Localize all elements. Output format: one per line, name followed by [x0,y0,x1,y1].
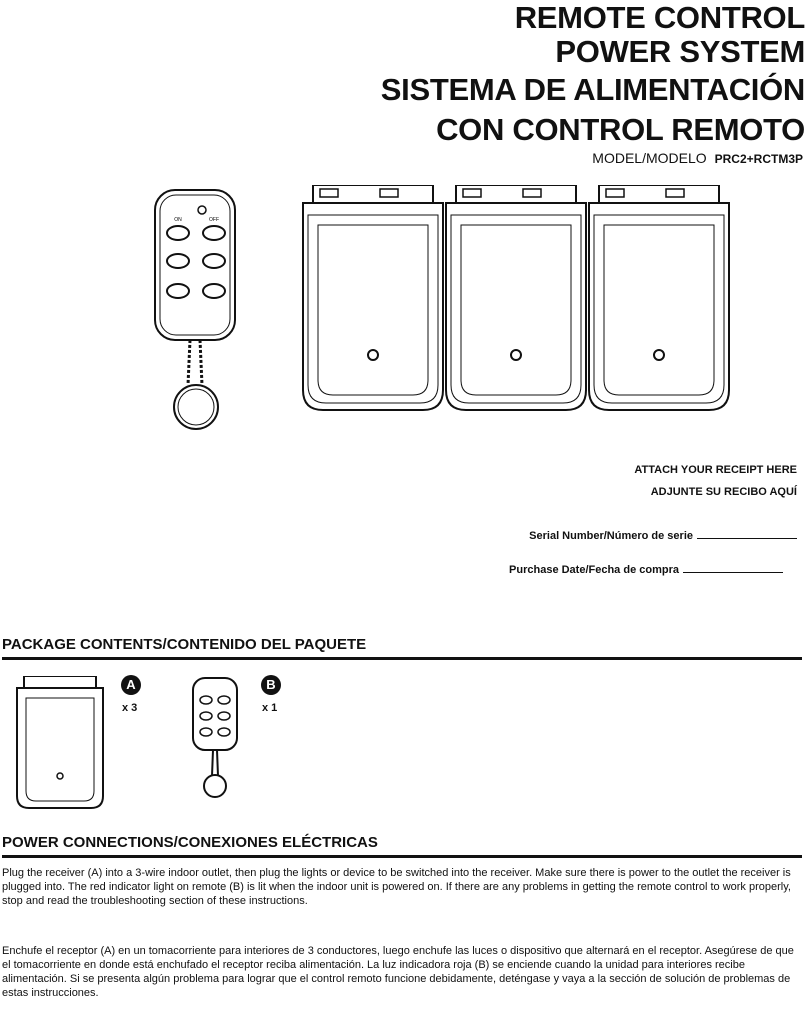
remote-button-3-on [167,284,189,298]
serial-number-field [529,530,797,542]
receiver-unit [303,185,443,410]
serial-line [697,538,797,539]
attach-receipt-es: ADJUNTE SU RECIBO AQUÍ [650,486,797,498]
title-line-3: SISTEMA DE ALIMENTACIÓN [380,72,805,107]
remote-btn-label-on: ON [174,217,182,223]
title-line-2: POWER SYSTEM [555,34,805,69]
remote-button-1-on [167,226,189,240]
serial-label: Serial Number/Número de serie [529,530,693,542]
power-connections-heading: POWER CONNECTIONS/CONEXIONES ELÉCTRICAS [2,834,802,858]
package-contents-heading: PACKAGE CONTENTS/CONTENIDO DEL PAQUETE [2,636,802,660]
remote-item-illustration [190,676,240,801]
attach-receipt-en: ATTACH YOUR RECEIPT HERE [634,464,797,476]
title-line-4: CON CONTROL REMOTO [436,112,805,147]
power-paragraph-en: Plug the receiver (A) into a 3-wire indoor outlet, then plug the lights or device to be switched into the receiver. Make sure there is power to the outlet the receiver is plugged into. The red indicator light on remote (B) is lit when the indoor unit is powered on. If there are any problems in getting the remote control to work properly, stop and read the troubleshooting section of these instructions. [2,867,791,907]
date-line [683,572,783,573]
remote-btn-label-off: OFF [209,217,219,223]
key-ring-icon [174,385,218,429]
purchase-date-field [509,564,783,576]
badge-a: A [121,675,141,695]
date-label: Purchase Date/Fecha de compra [509,564,679,576]
remote-button-1-off [203,226,225,240]
receiver-item-illustration [14,676,106,811]
qty-b: x 1 [262,702,278,714]
receivers-illustration [298,185,803,417]
model-label: MODEL/MODELO [592,150,707,166]
remote-illustration [150,185,240,435]
model-number: PRC2+RCTM3P [714,152,803,166]
remote-button-2-on [167,254,189,268]
model-row [592,150,803,166]
remote-button-2-off [203,254,225,268]
power-paragraph-es: Enchufe el receptor (A) en un tomacorriente para interiores de 3 conductores, luego enchufe las luces o dispositivo que alternará en el receptor. Asegúrese de que el tomacorriente en donde está enchufado el receptor reciba alimentación. La luz indicadora roja (B) se enciende cuando la unidad para interiores recibe alimentación. Si se presenta algún problema para lograr que el control remoto funcione debidamente, deténgase y vaya a la sección de solución de problemas de estas instrucciones. [2,945,794,999]
title-line-1: REMOTE CONTROL [514,0,805,35]
qty-a: x 3 [122,702,138,714]
badge-b: B [261,675,281,695]
remote-button-3-off [203,284,225,298]
